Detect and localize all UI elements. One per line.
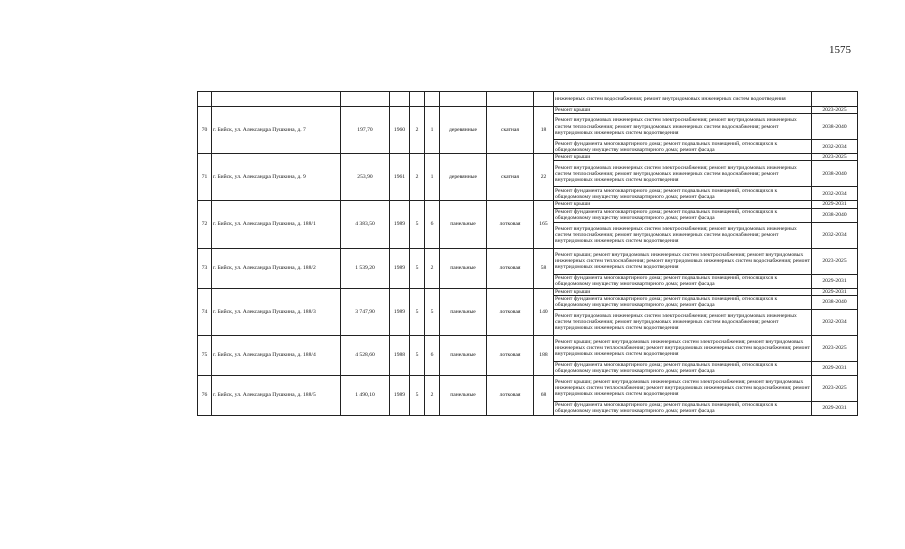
work-cell: Ремонт крыши; ремонт внутридомовых инженерных систем электроснабжения; ремонт внутридомовых инженерных систем теплоснабжения; ремонт внутридомовых инженерных систем водоснабжения; ремонт внутридомовых инженерных систем водоотведения [554, 335, 812, 361]
period-cell: 2032-2034 [812, 187, 858, 201]
area-cell: 1 490,10 [341, 375, 390, 415]
table-row [198, 107, 858, 114]
floors-cell: 5 [410, 288, 425, 335]
period-cell: 2038-2040 [812, 161, 858, 187]
table-row [198, 248, 858, 274]
row-number: 71 [198, 154, 212, 201]
period-cell: 2029-2031 [812, 274, 858, 288]
table-row-fragment [198, 92, 858, 107]
period-cell: 2032-2034 [812, 140, 858, 154]
floors-cell: 2 [410, 154, 425, 201]
area-cell: 1 539,20 [341, 248, 390, 288]
period-cell: 2029-2031 [812, 201, 858, 208]
residents-cell: 22 [534, 154, 554, 201]
period-cell: 2029-2031 [812, 288, 858, 295]
period-cell: 2032-2034 [812, 222, 858, 248]
period-cell: 2023-2025 [812, 107, 858, 114]
row-number: 74 [198, 288, 212, 335]
entrances-cell: 5 [425, 288, 440, 335]
roof-cell: скатная [487, 107, 534, 154]
address-cell: г. Бийск, ул. Александра Пушкина, д. 188/5 [212, 375, 341, 415]
work-cell: инженерных систем водоснабжения; ремонт внутридомовых инженерных систем водоотведения [554, 92, 812, 107]
walls-cell: деревянные [440, 107, 487, 154]
work-cell: Ремонт крыши [554, 201, 812, 208]
floors-cell: 5 [410, 248, 425, 288]
area-cell: 4 383,50 [341, 201, 390, 248]
address-cell: г. Бийск, ул. Александра Пушкина, д. 7 [212, 107, 341, 154]
table-row [198, 335, 858, 361]
roof-cell: лотковая [487, 248, 534, 288]
table-row [198, 154, 858, 161]
table-row [198, 375, 858, 401]
year-cell: 1961 [390, 154, 410, 201]
entrances-cell: 2 [425, 375, 440, 415]
work-cell: Ремонт крыши [554, 154, 812, 161]
period-cell: 2038-2040 [812, 114, 858, 140]
capital-repair-table [197, 91, 858, 416]
period-cell: 2023-2025 [812, 248, 858, 274]
period-cell: 2032-2034 [812, 309, 858, 335]
work-cell: Ремонт фундамента многоквартирного дома; ремонт подвальных помещений, относящихся к общедомовому имуществу многоквартирного дома; ремонт фасада [554, 295, 812, 309]
address-cell: г. Бийск, ул. Александра Пушкина, д. 188/1 [212, 201, 341, 248]
work-cell: Ремонт фундамента многоквартирного дома; ремонт подвальных помещений, относящихся к общедомовому имуществу многоквартирного дома; ремонт фасада [554, 140, 812, 154]
walls-cell: панельные [440, 288, 487, 335]
entrances-cell: 1 [425, 154, 440, 201]
address-cell: г. Бийск, ул. Александра Пушкина, д. 188/4 [212, 335, 341, 375]
area-cell: 197,70 [341, 107, 390, 154]
roof-cell: лотковая [487, 335, 534, 375]
row-number: 72 [198, 201, 212, 248]
work-cell: Ремонт внутридомовых инженерных систем электроснабжения; ремонт внутридомовых инженерных систем теплоснабжения; ремонт внутридомовых инженерных систем водоснабжения; ремонт внутридомовых инженерных систем водоотведения [554, 222, 812, 248]
year-cell: 1960 [390, 107, 410, 154]
roof-cell: лотковая [487, 375, 534, 415]
floors-cell: 5 [410, 201, 425, 248]
row-number: 73 [198, 248, 212, 288]
period-cell: 2038-2040 [812, 208, 858, 222]
row-number: 70 [198, 107, 212, 154]
walls-cell: панельные [440, 335, 487, 375]
entrances-cell: 2 [425, 248, 440, 288]
entrances-cell: 6 [425, 201, 440, 248]
area-cell: 253,90 [341, 154, 390, 201]
area-cell: 4 528,60 [341, 335, 390, 375]
period-cell: 2023-2025 [812, 335, 858, 361]
work-cell: Ремонт фундамента многоквартирного дома; ремонт подвальных помещений, относящихся к общедомовому имуществу многоквартирного дома; ремонт фасада [554, 361, 812, 375]
work-cell: Ремонт внутридомовых инженерных систем электроснабжения; ремонт внутридомовых инженерных систем теплоснабжения; ремонт внутридомовых инженерных систем водоснабжения; ремонт внутридомовых инженерных систем водоотведения [554, 309, 812, 335]
work-cell: Ремонт крыши [554, 288, 812, 295]
residents-cell: 188 [534, 335, 554, 375]
address-cell: г. Бийск, ул. Александра Пушкина, д. 188/3 [212, 288, 341, 335]
walls-cell: панельные [440, 201, 487, 248]
area-cell: 3 747,90 [341, 288, 390, 335]
work-cell: Ремонт фундамента многоквартирного дома; ремонт подвальных помещений, относящихся к общедомовому имуществу многоквартирного дома; ремонт фасада [554, 208, 812, 222]
residents-cell: 165 [534, 201, 554, 248]
year-cell: 1989 [390, 375, 410, 415]
work-cell: Ремонт внутридомовых инженерных систем электроснабжения; ремонт внутридомовых инженерных систем теплоснабжения; ремонт внутридомовых инженерных систем водоснабжения; ремонт внутридомовых инженерных систем водоотведения [554, 114, 812, 140]
floors-cell: 5 [410, 335, 425, 375]
floors-cell: 2 [410, 107, 425, 154]
roof-cell: лотковая [487, 201, 534, 248]
address-cell: г. Бийск, ул. Александра Пушкина, д. 188/2 [212, 248, 341, 288]
entrances-cell: 1 [425, 107, 440, 154]
address-cell: г. Бийск, ул. Александра Пушкина, д. 9 [212, 154, 341, 201]
work-cell: Ремонт крыши; ремонт внутридомовых инженерных систем электроснабжения; ремонт внутридомовых инженерных систем теплоснабжения; ремонт внутридомовых инженерных систем водоснабжения; ремонт внутридомовых инженерных систем водоотведения [554, 248, 812, 274]
period-cell: 2038-2040 [812, 295, 858, 309]
period-cell: 2023-2025 [812, 375, 858, 401]
residents-cell: 18 [534, 107, 554, 154]
year-cell: 1989 [390, 248, 410, 288]
period-cell: 2029-2031 [812, 401, 858, 415]
work-cell: Ремонт фундамента многоквартирного дома; ремонт подвальных помещений, относящихся к общедомовому имуществу многоквартирного дома; ремонт фасада [554, 401, 812, 415]
work-cell: Ремонт фундамента многоквартирного дома; ремонт подвальных помещений, относящихся к общедомовому имуществу многоквартирного дома; ремонт фасада [554, 274, 812, 288]
year-cell: 1989 [390, 201, 410, 248]
work-cell: Ремонт фундамента многоквартирного дома; ремонт подвальных помещений, относящихся к общедомовому имуществу многоквартирного дома; ремонт фасада [554, 187, 812, 201]
year-cell: 1989 [390, 288, 410, 335]
work-cell: Ремонт внутридомовых инженерных систем электроснабжения; ремонт внутридомовых инженерных систем теплоснабжения; ремонт внутридомовых инженерных систем водоснабжения; ремонт внутридомовых инженерных систем водоотведения [554, 161, 812, 187]
period-cell: 2023-2025 [812, 154, 858, 161]
work-cell: Ремонт крыши; ремонт внутридомовых инженерных систем электроснабжения; ремонт внутридомовых инженерных систем теплоснабжения; ремонт внутридомовых инженерных систем водоснабжения; ремонт внутридомовых инженерных систем водоотведения [554, 375, 812, 401]
residents-cell: 58 [534, 248, 554, 288]
walls-cell: панельные [440, 375, 487, 415]
residents-cell: 140 [534, 288, 554, 335]
entrances-cell: 6 [425, 335, 440, 375]
roof-cell: лотковая [487, 288, 534, 335]
roof-cell: скатная [487, 154, 534, 201]
table-row [198, 201, 858, 208]
walls-cell: панельные [440, 248, 487, 288]
floors-cell: 5 [410, 375, 425, 415]
work-cell: Ремонт крыши [554, 107, 812, 114]
row-number: 76 [198, 375, 212, 415]
walls-cell: деревянные [440, 154, 487, 201]
page-number: 1575 [829, 44, 851, 56]
table-row [198, 288, 858, 295]
residents-cell: 68 [534, 375, 554, 415]
period-cell: 2029-2031 [812, 361, 858, 375]
year-cell: 1988 [390, 335, 410, 375]
row-number: 75 [198, 335, 212, 375]
